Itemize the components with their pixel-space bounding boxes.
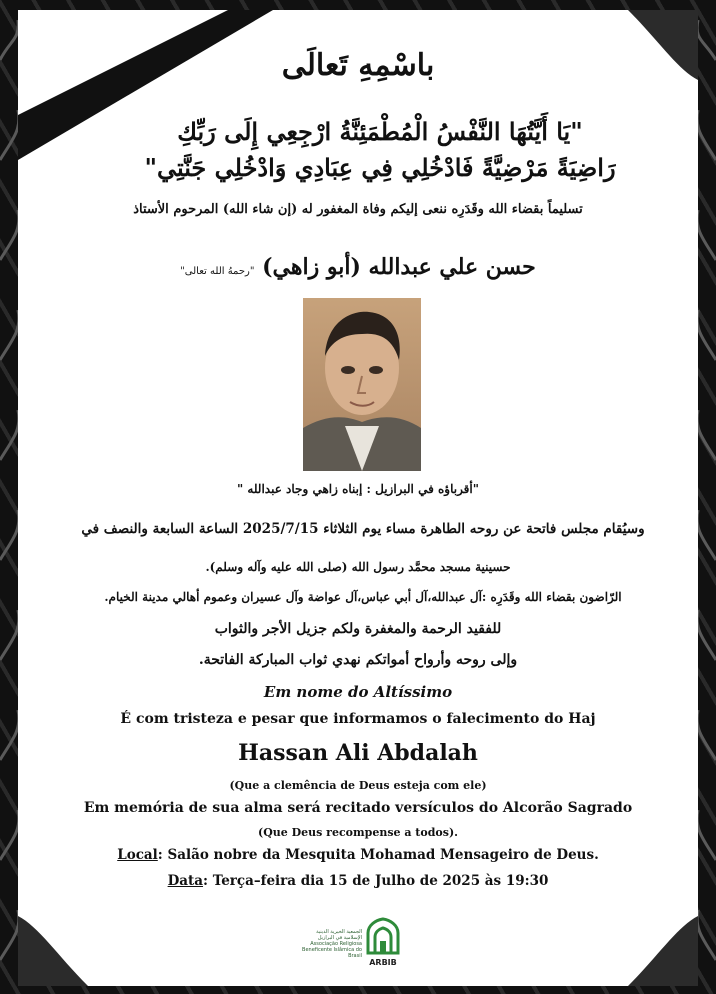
- majlis-line-2: حسينية مسجد محمَّد رسول الله (صلى الله عليه وآله وسلم).: [205, 560, 511, 574]
- families-line: الرّاضون بقضاء الله وقَدَرِه :آل عبدالله،آل أبي عباس،آل عواضة وآل عسيران وعموم أهالي مدينة الخيام.: [104, 590, 622, 604]
- local-label: Local: [117, 847, 158, 863]
- announcement-line: تسليماً بقضاء الله وقَدَرِه ننعى إليكم وفاة المغفور له (إن شاء الله) المرحوم الأستاذ: [133, 202, 583, 217]
- deceased-name-latin: Hassan Ali Abdalah: [238, 740, 478, 766]
- logo-acronym: ARBIB: [369, 958, 397, 967]
- deceased-suffix: "رحمهُ الله تعالى": [180, 266, 255, 277]
- mercy-line: للفقيد الرحمة والمغفرة ولكم جزيل الأجر والثواب: [214, 621, 502, 637]
- logo-portuguese-name-2: Beneficente Islâmica do Brasil: [302, 947, 362, 959]
- date-label: Data: [167, 873, 204, 889]
- date-value: : Terça–feira dia 15 de Julho de 2025 às 19:30: [203, 873, 549, 889]
- memory-line: Em memória de sua alma será recitado versículos do Alcorão Sagrado: [83, 800, 633, 816]
- majlis-line-1: وسيُقام مجلس فاتحة عن روحه الطاهرة مساء يوم الثلاثاء 2025/7/15 الساعة السابعة والنصف في: [81, 521, 645, 537]
- local-value: : Salão nobre da Mesquita Mohamad Mensageiro de Deus.: [157, 847, 599, 863]
- logo-portuguese-name-1: Associação Religiosa: [310, 941, 362, 947]
- date-line: [0, 873, 716, 889]
- quran-verse-line-2: رَاضِيَةً مَرْضِيَّةً فَادْخُلِي فِي عِبَادِي وَادْخُلِي جَنَّتِي": [144, 153, 616, 182]
- relatives-in-brazil: "أقرباؤه في البرازيل : إبناه زاهي وجاد عبدالله ": [236, 482, 480, 496]
- clemency-line: (Que a clemência de Deus esteja com ele): [229, 779, 487, 792]
- deceased-name: حسن علي عبدالله (أبو زاهي): [262, 254, 536, 280]
- logo-arabic-name-2: الإسلامية في البرازيل: [317, 935, 362, 941]
- arabic-heading: باسْمِهِ تَعالَى: [281, 48, 435, 83]
- portuguese-heading: Em nome do Altíssimo: [263, 683, 453, 701]
- quran-verse-line-1: "يَا أَيَّتُهَا النَّفْسُ الْمُطْمَئِنَّةُ ارْجِعِي إِلَى رَبِّكِ: [177, 117, 583, 146]
- deceased-name-arabic: [0, 254, 716, 280]
- arbib-logo: [300, 917, 410, 972]
- mosque-emblem-icon: [364, 917, 402, 957]
- local-line: [0, 847, 716, 863]
- logo-arabic-name-1: الجمعية الخيرية الدينية: [316, 929, 362, 935]
- reward-line: (Que Deus recompense a todos).: [258, 826, 458, 839]
- portuguese-intro: É com tristeza e pesar que informamos o falecimento do Haj: [120, 711, 596, 727]
- fatiha-line: وإلى روحه وأرواح أمواتكم نهدي ثواب المباركة الفاتحة.: [198, 652, 518, 668]
- deceased-photo: [303, 298, 421, 471]
